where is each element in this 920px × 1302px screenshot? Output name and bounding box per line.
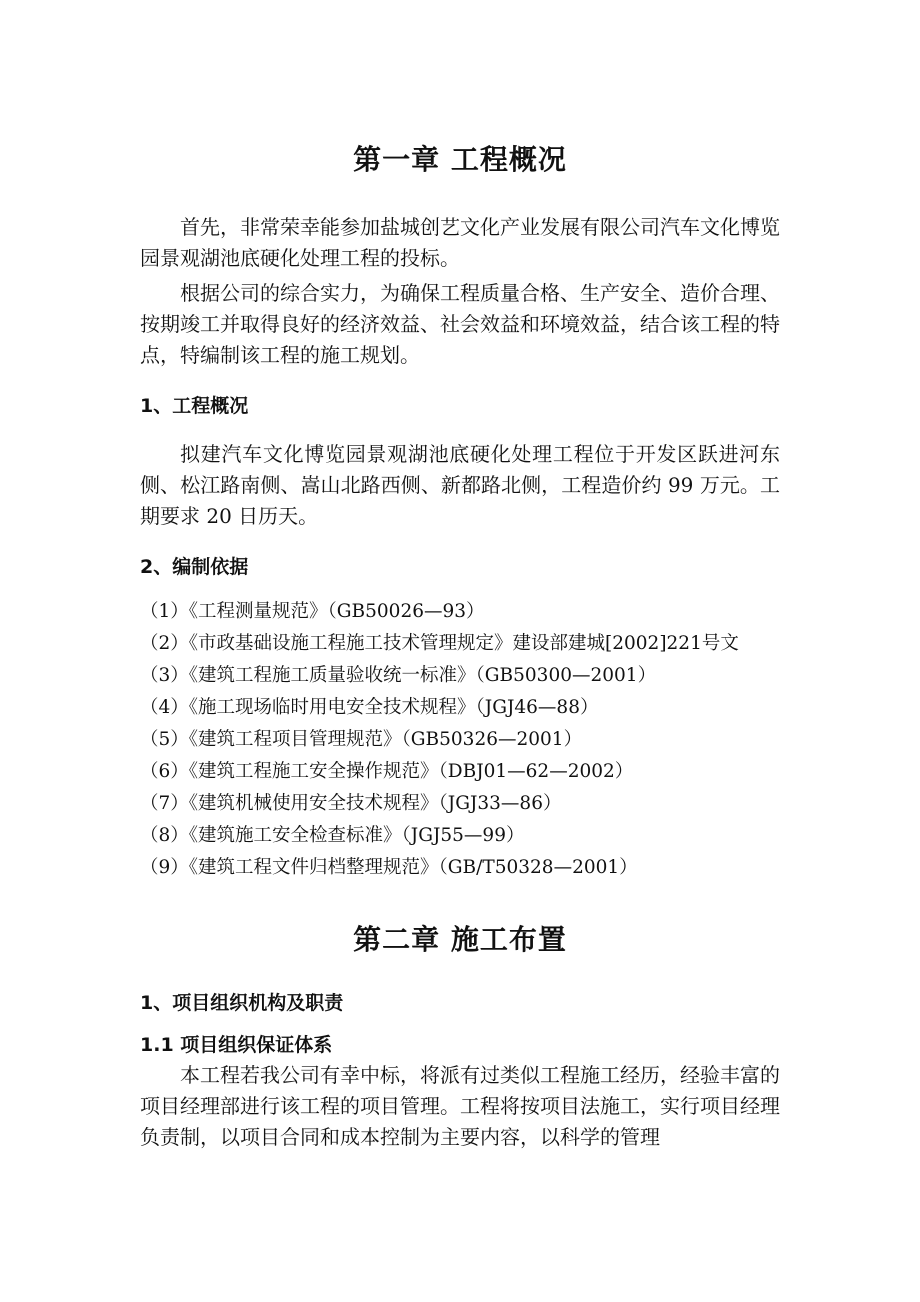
intro-paragraph-2: 根据公司的综合实力，为确保工程质量合格、生产安全、造价合理、按期竣工并取得良好的经济效益、社会效益和环境效益，结合该工程的特点，特编制该工程的施工规划。 xyxy=(140,281,780,367)
section-2-heading: 2、编制依据 xyxy=(140,556,249,578)
reference-item: （9）《建筑工程文件归档整理规范》（GB/T50328—2001） xyxy=(140,857,638,878)
reference-item: （5）《建筑工程项目管理规范》（GB50326—2001） xyxy=(140,729,583,750)
intro-paragraph-1: 首先，非常荣幸能参加盐城创艺文化产业发展有限公司汽车文化博览园景观湖池底硬化处理工程的投标。 xyxy=(140,215,780,270)
subsection-1-1-text: 本工程若我公司有幸中标，将派有过类似工程施工经历，经验丰富的项目经理部进行该工程的项目管理。工程将按项目法施工，实行项目经理负责制，以项目合同和成本控制为主要内容，以科学的管理 xyxy=(140,1063,780,1149)
reference-item: （8）《建筑施工安全检查标准》（JGJ55—99） xyxy=(140,825,525,846)
reference-item: （3）《建筑工程施工质量验收统一标准》（GB50300—2001） xyxy=(140,665,657,686)
reference-list xyxy=(140,596,780,884)
chapter-2-section-1-heading: 1、项目组织机构及职责 xyxy=(140,992,344,1014)
reference-item: （6）《建筑工程施工安全操作规范》（DBJ01—62—2002） xyxy=(140,761,634,782)
section-1-heading: 1、工程概况 xyxy=(140,395,249,417)
reference-item: （2）《市政基础设施工程施工技术管理规定》建设部建城[2002]221号文 xyxy=(140,633,739,654)
chapter-2-title: 第二章 施工布置 xyxy=(353,923,567,956)
reference-item: （1）《工程测量规范》（GB50026—93） xyxy=(140,601,485,622)
subsection-1-1-heading: 1.1 项目组织保证体系 xyxy=(140,1034,333,1056)
chapter-1-title: 第一章 工程概况 xyxy=(353,143,567,176)
reference-item: （4）《施工现场临时用电安全技术规程》（JGJ46—88） xyxy=(140,697,599,718)
reference-item: （7）《建筑机械使用安全技术规程》（JGJ33—86） xyxy=(140,793,562,814)
section-1-text: 拟建汽车文化博览园景观湖池底硬化处理工程位于开发区跃进河东侧、松江路南侧、嵩山北路西侧、新都路北侧，工程造价约 99 万元。工期要求 20 日历天。 xyxy=(140,442,780,528)
